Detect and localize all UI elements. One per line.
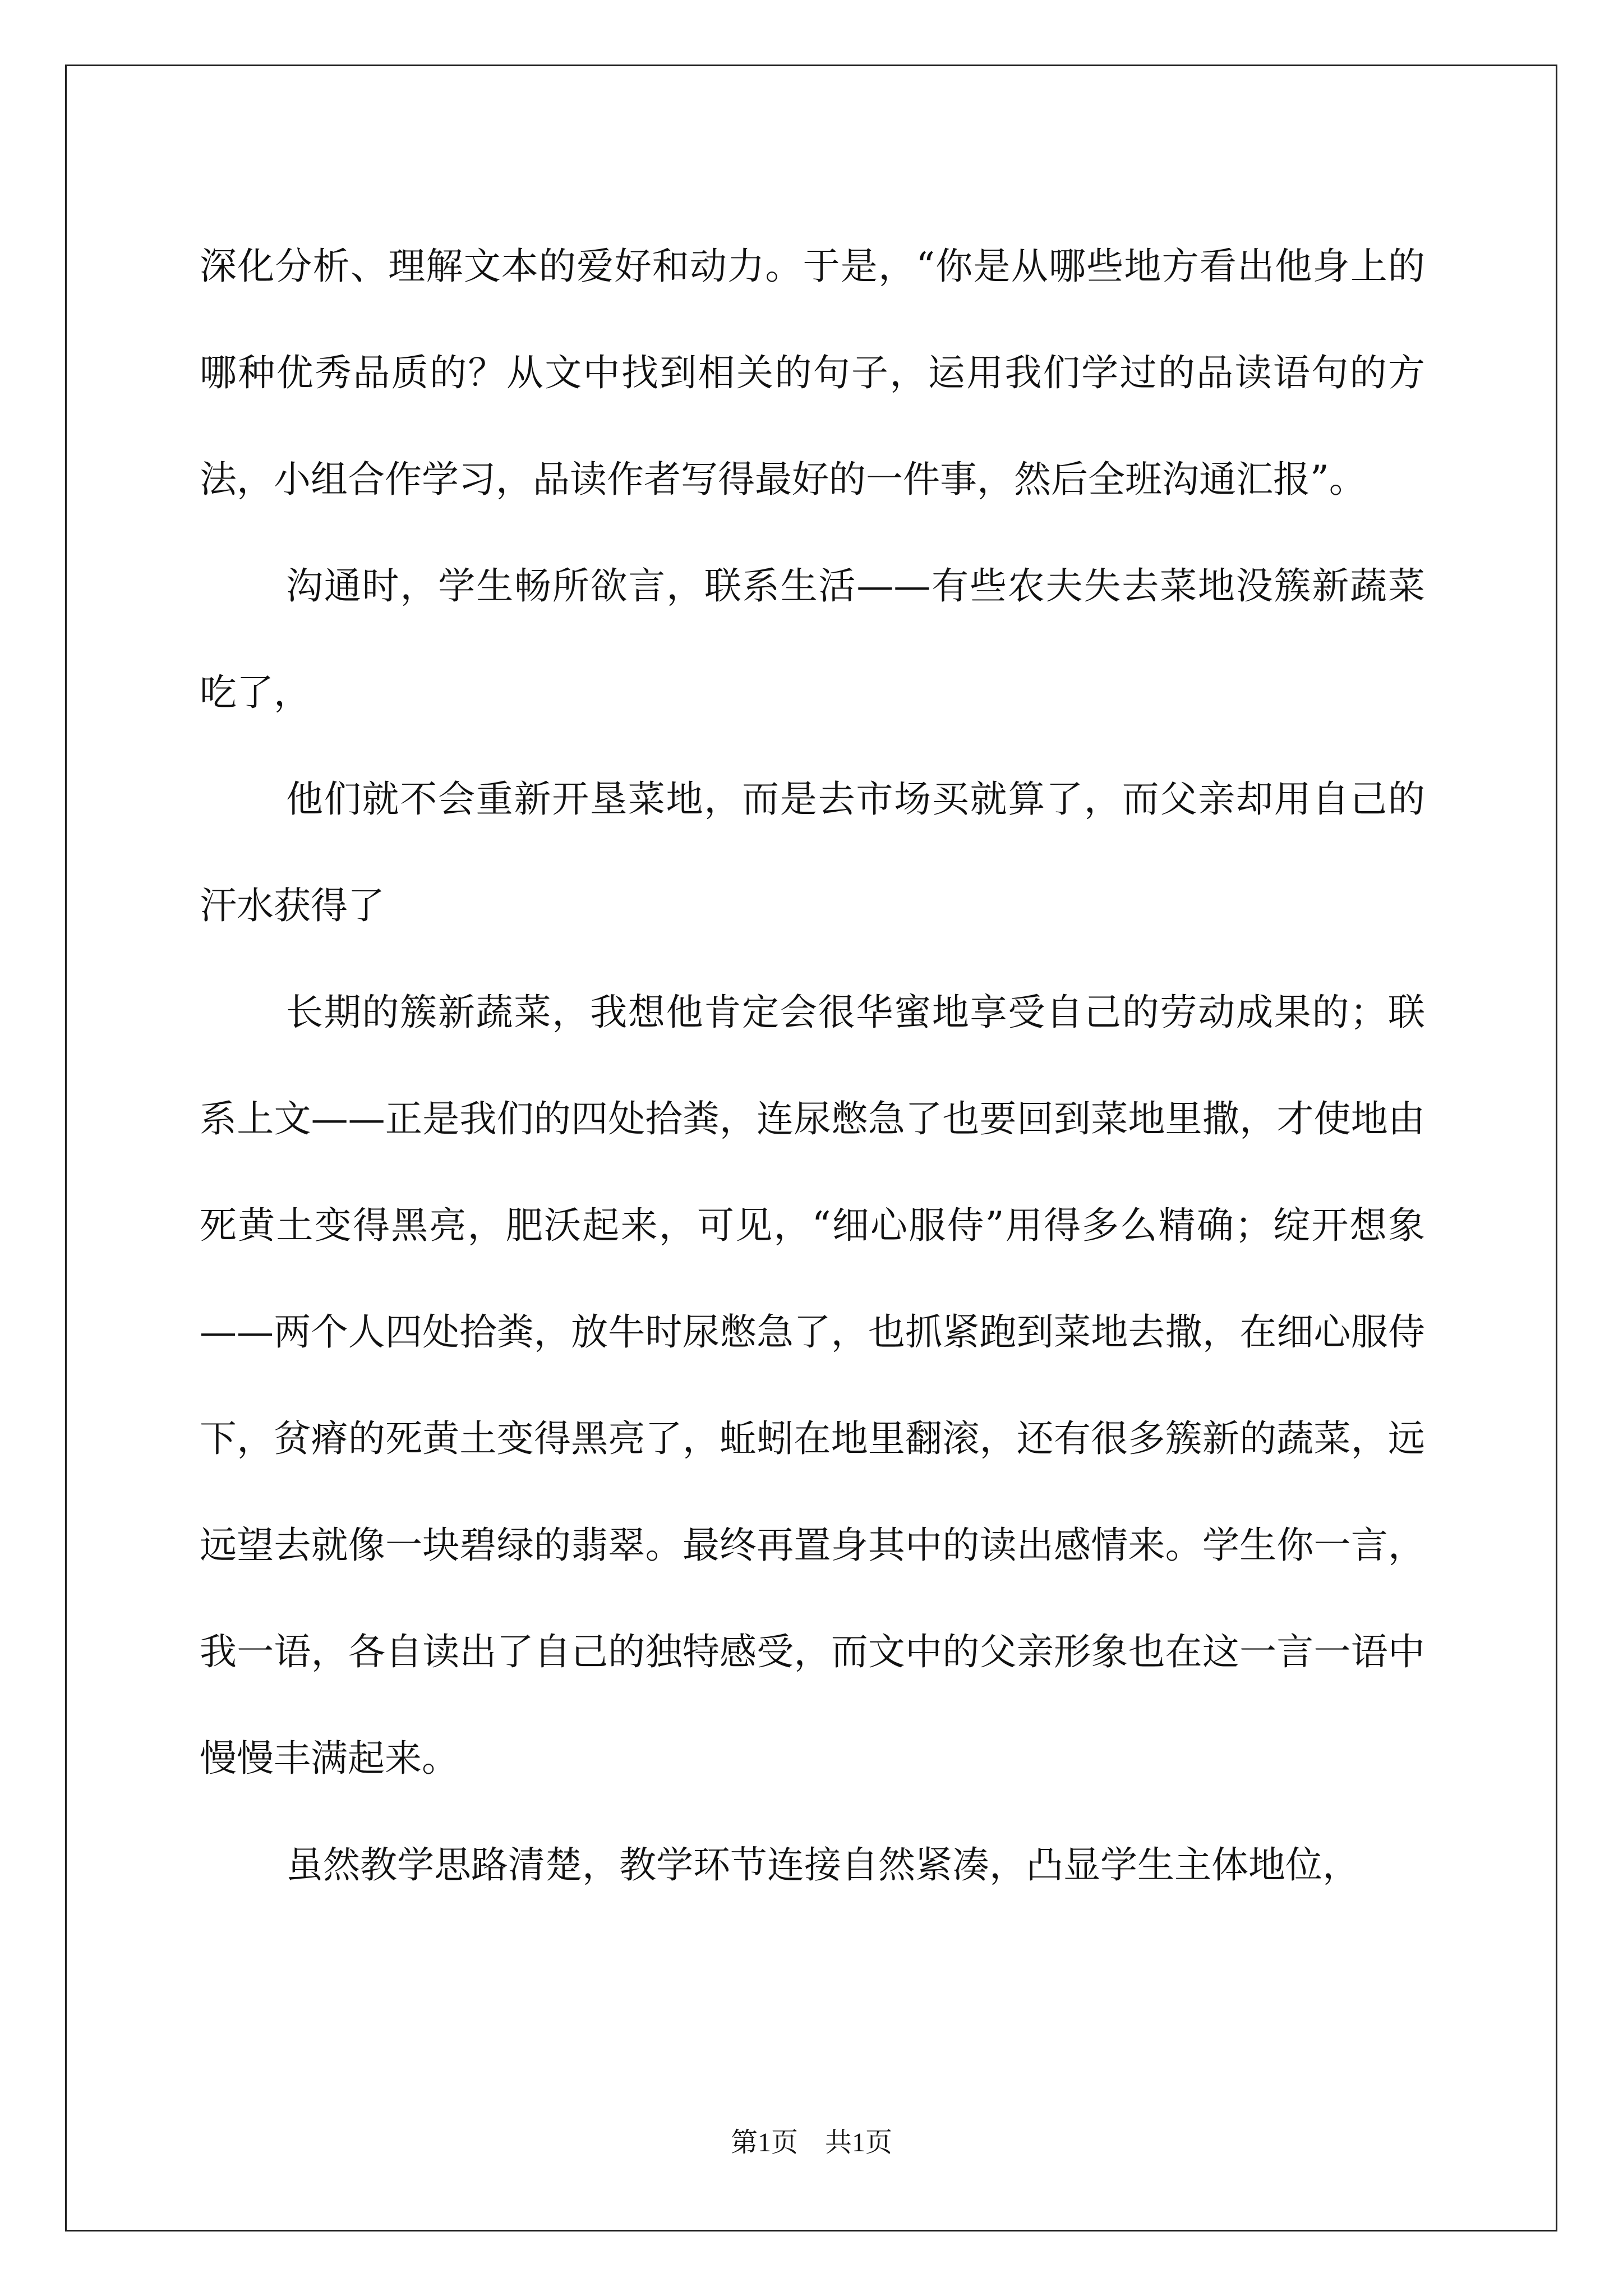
- document-body: [200, 213, 1425, 1918]
- page-footer: 第1页 共1页: [730, 2128, 892, 2157]
- paragraph-4: 长期的簇新蔬菜，我想他肯定会很华蜜地享受自己的劳动成果的；联系上文——正是我们的四处拾粪，连尿憋急了也要回到菜地里撒，才使地由死黄土变得黑亮，肥沃起来，可见，“细心服侍”用得多么精确；绽开想象——两个人四处拾粪，放牛时尿憋急了，也抓紧跑到菜地去撒，在细心服侍下，贫瘠的死黄土变得黑亮了，蚯蚓在地里翻滚，还有很多簇新的蔬菜，远远望去就像一块碧绿的翡翠。最终再置身其中的读出感情来。学生你一言，我一语，各自读出了自己的独特感受，而文中的父亲形象也在这一言一语中慢慢丰满起来。: [200, 991, 1425, 1780]
- paragraph-1: 深化分析、理解文本的爱好和动力。于是，“你是从哪些地方看出他身上的哪种优秀品质的？从文中找到相关的句子，运用我们学过的品读语句的方法，小组合作学习，品读作者写得最好的一件事，然后全班沟通汇报”。: [200, 245, 1425, 501]
- paragraph-3: 他们就不会重新开垦菜地，而是去市场买就算了，而父亲却用自己的汗水获得了: [200, 777, 1425, 927]
- paragraph-5: 虽然教学思路清楚，教学环节连接自然紧凑，凸显学生主体地位，: [286, 1843, 1359, 1887]
- paragraph-2: 沟通时，学生畅所欲言，联系生活——有些农夫失去菜地没簇新蔬菜吃了，: [200, 564, 1425, 714]
